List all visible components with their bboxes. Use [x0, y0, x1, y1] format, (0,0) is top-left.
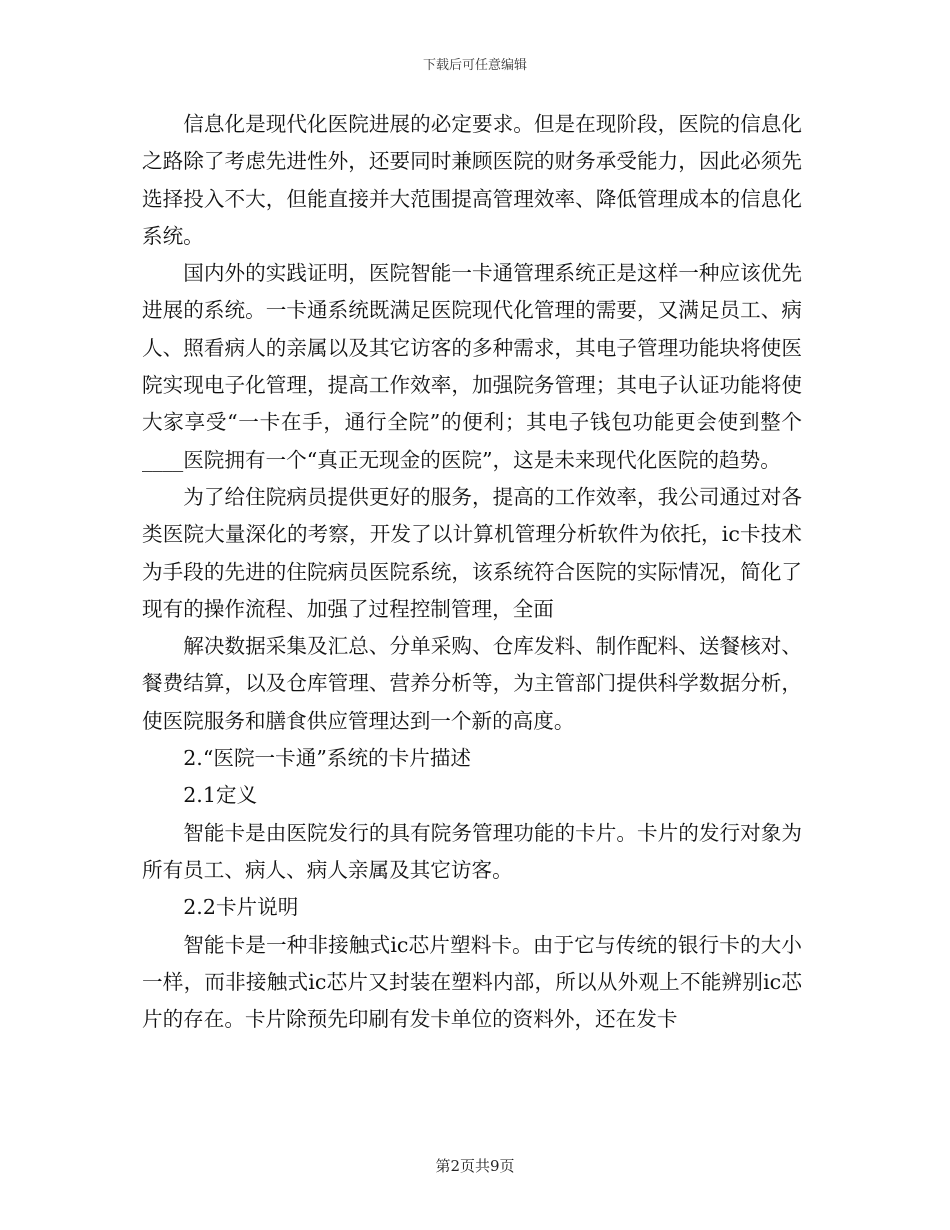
section-2-1-body: 智能卡是由医院发行的具有院务管理功能的卡片。卡片的发行对象为所有员工、病人、病人亲属及其它访客。	[142, 820, 802, 882]
section-2-2-body: 智能卡是一种非接触式ic芯片塑料卡。由于它与传统的银行卡的大小一样，而非接触式ic芯片又封装在塑料内部，所以从外观上不能辨别ic芯片的存在。卡片除预先印刷有发卡单位的资料外，还在发卡	[142, 932, 802, 1032]
section-heading-2-1: 2.1定义	[183, 783, 258, 808]
section-heading-2: 2.“医院一卡通”系统的卡片描述	[183, 746, 472, 771]
paragraph: 信息化是现代化医院进展的必定要求。但是在现阶段，医院的信息化之路除了考虑先进性外，还要同时兼顾医院的财务承受能力，因此必须先选择投入不大，但能直接并大范围提高管理效率、降低管理成本的信息化系统。	[142, 112, 802, 248]
section-heading-2-2: 2.2卡片说明	[183, 895, 299, 920]
document-body	[142, 106, 802, 1038]
page-number: 第2页共9页	[435, 1157, 515, 1175]
paragraph: 为了给住院病员提供更好的服务，提高的工作效率，我公司通过对各类医院大量深化的考察，开发了以计算机管理分析软件为依托，ic卡技术为手段的先进的住院病员医院系统，该系统符合医院的实际情况，简化了现有的操作流程、加强了过程控制管理，全面	[142, 484, 802, 621]
paragraph: 解决数据采集及汇总、分单采购、仓库发料、制作配料、送餐核对、餐费结算，以及仓库管理、营养分析等，为主管部门提供科学数据分析，使医院服务和膳食供应管理达到一个新的高度。	[142, 634, 802, 733]
page-header: 下载后可任意编辑	[422, 58, 527, 73]
paragraph: 国内外的实践证明，医院智能一卡通管理系统正是这样一种应该优先进展的系统。一卡通系统既满足医院现代化管理的需要，又满足员工、病人、照看病人的亲属以及其它访客的多种需求，其电子管理功能块将使医院实现电子化管理，提高工作效率，加强院务管理；其电子认证功能将使大家享受“一卡在手，通行全院”的便利；其电子钱包功能更会使到整个____医院拥有一个“真正无现金的医院”，这是未来现代化医院的趋势。	[142, 261, 802, 472]
